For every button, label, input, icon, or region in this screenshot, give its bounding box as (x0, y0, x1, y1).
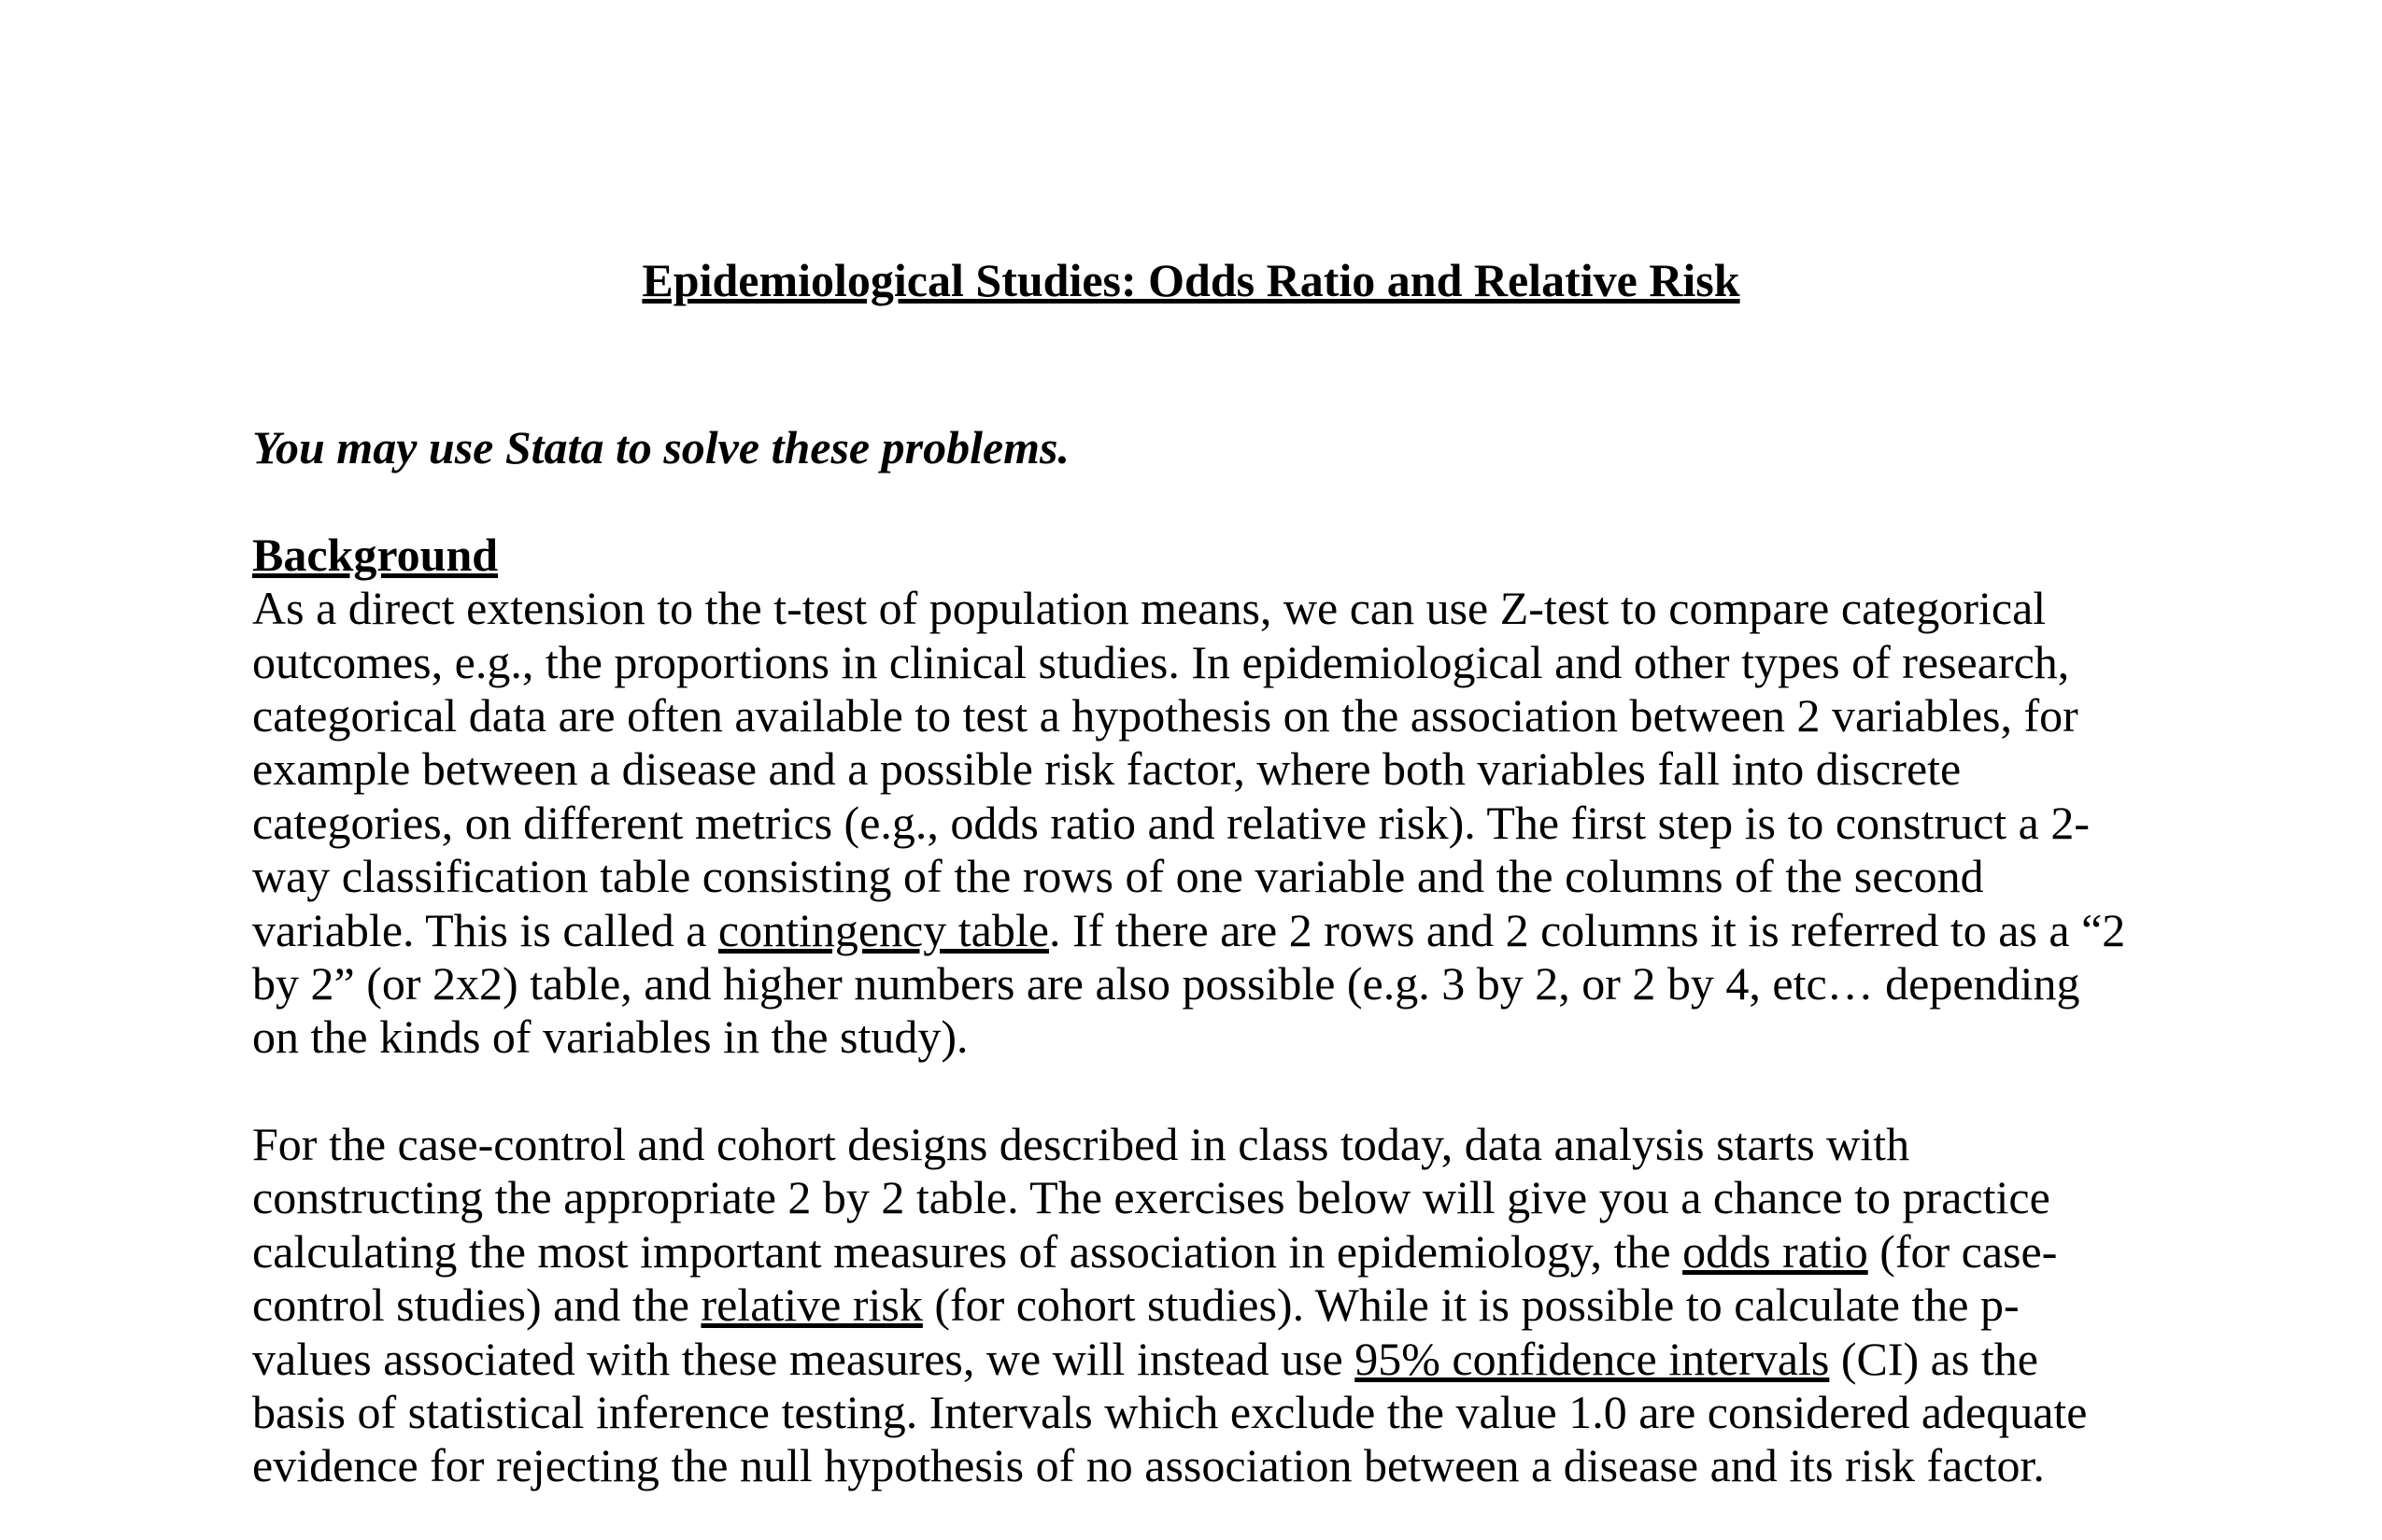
text-segment: constructing the appropriate 2 by 2 table. The exercises below will give you a chance to practice (252, 1171, 2050, 1224)
text-line (252, 1225, 2125, 1279)
text-line (252, 1333, 2125, 1386)
text-line (252, 742, 2125, 796)
document-body (252, 421, 2125, 1493)
underlined-term: 95% confidence intervals (1354, 1332, 1830, 1385)
underlined-term: odds ratio (1682, 1224, 1868, 1278)
paragraph (252, 582, 2125, 1065)
text-segment: variable. This is called a (252, 903, 718, 956)
text-segment: (for case- (1867, 1224, 2058, 1278)
text-segment: (for cohort studies). While it is possible to calculate the p- (922, 1279, 2020, 1332)
blank-line (252, 474, 2125, 528)
text-line (252, 636, 2125, 689)
text-line (252, 1279, 2125, 1332)
text-line (252, 1439, 2125, 1492)
text-line (252, 850, 2125, 903)
text-line (252, 797, 2125, 850)
text-line (252, 957, 2125, 1010)
underlined-term: contingency table (717, 903, 1049, 956)
text-segment: calculating the most important measures of association in epidemiology, the (252, 1224, 1683, 1278)
text-line (252, 1010, 2125, 1064)
text-line (252, 1386, 2125, 1439)
text-segment: way classification table consisting of the rows of one variable and the columns of the second (252, 850, 1984, 903)
background-heading: Background (252, 528, 499, 581)
text-segment: by 2” (or 2x2) table, and higher numbers are also possible (e.g. 3 by 2, or 2 by 4, etc… depending (252, 956, 2080, 1010)
text-segment: As a direct extension to the t-test of population means, we can use Z-test to compare categorical (252, 582, 2047, 635)
underlined-term: relative risk (701, 1279, 923, 1332)
stata-note: You may use Stata to solve these problems. (252, 421, 1070, 473)
text-segment: basis of statistical inference testing. Intervals which exclude the value 1.0 are considered adequate (252, 1386, 2088, 1439)
blank-line (252, 1065, 2125, 1118)
text-line (252, 1118, 2125, 1171)
text-line (252, 689, 2125, 742)
text-segment: outcomes, e.g., the proportions in clinical studies. In epidemiological and other types of research, (252, 635, 2070, 688)
paragraph (252, 1118, 2125, 1493)
text-segment: values associated with these measures, we will instead use (252, 1332, 1355, 1385)
text-segment: . If there are 2 rows and 2 columns it is referred to as a “2 (1048, 903, 2126, 956)
document-title: Epidemiological Studies: Odds Ratio and Relative Risk (642, 254, 1740, 306)
text-line (252, 1171, 2125, 1224)
text-segment: For the case-control and cohort designs described in class today, data analysis starts with (252, 1118, 1910, 1171)
text-segment: evidence for rejecting the null hypothesis of no association between a disease and its risk factor. (252, 1439, 2045, 1492)
text-segment: on the kinds of variables in the study). (252, 1010, 969, 1064)
text-line (252, 582, 2125, 635)
text-line (252, 904, 2125, 957)
paragraphs (252, 582, 2125, 1493)
text-segment: (CI) as the (1829, 1332, 2038, 1385)
text-segment: categories, on different metrics (e.g., odds ratio and relative risk). The first step is to construct a 2- (252, 796, 2090, 849)
text-segment: example between a disease and a possible risk factor, where both variables fall into discrete (252, 742, 1962, 796)
text-segment: categorical data are often available to test a hypothesis on the association between 2 variables, for (252, 688, 2078, 742)
text-segment: control studies) and the (252, 1279, 702, 1332)
